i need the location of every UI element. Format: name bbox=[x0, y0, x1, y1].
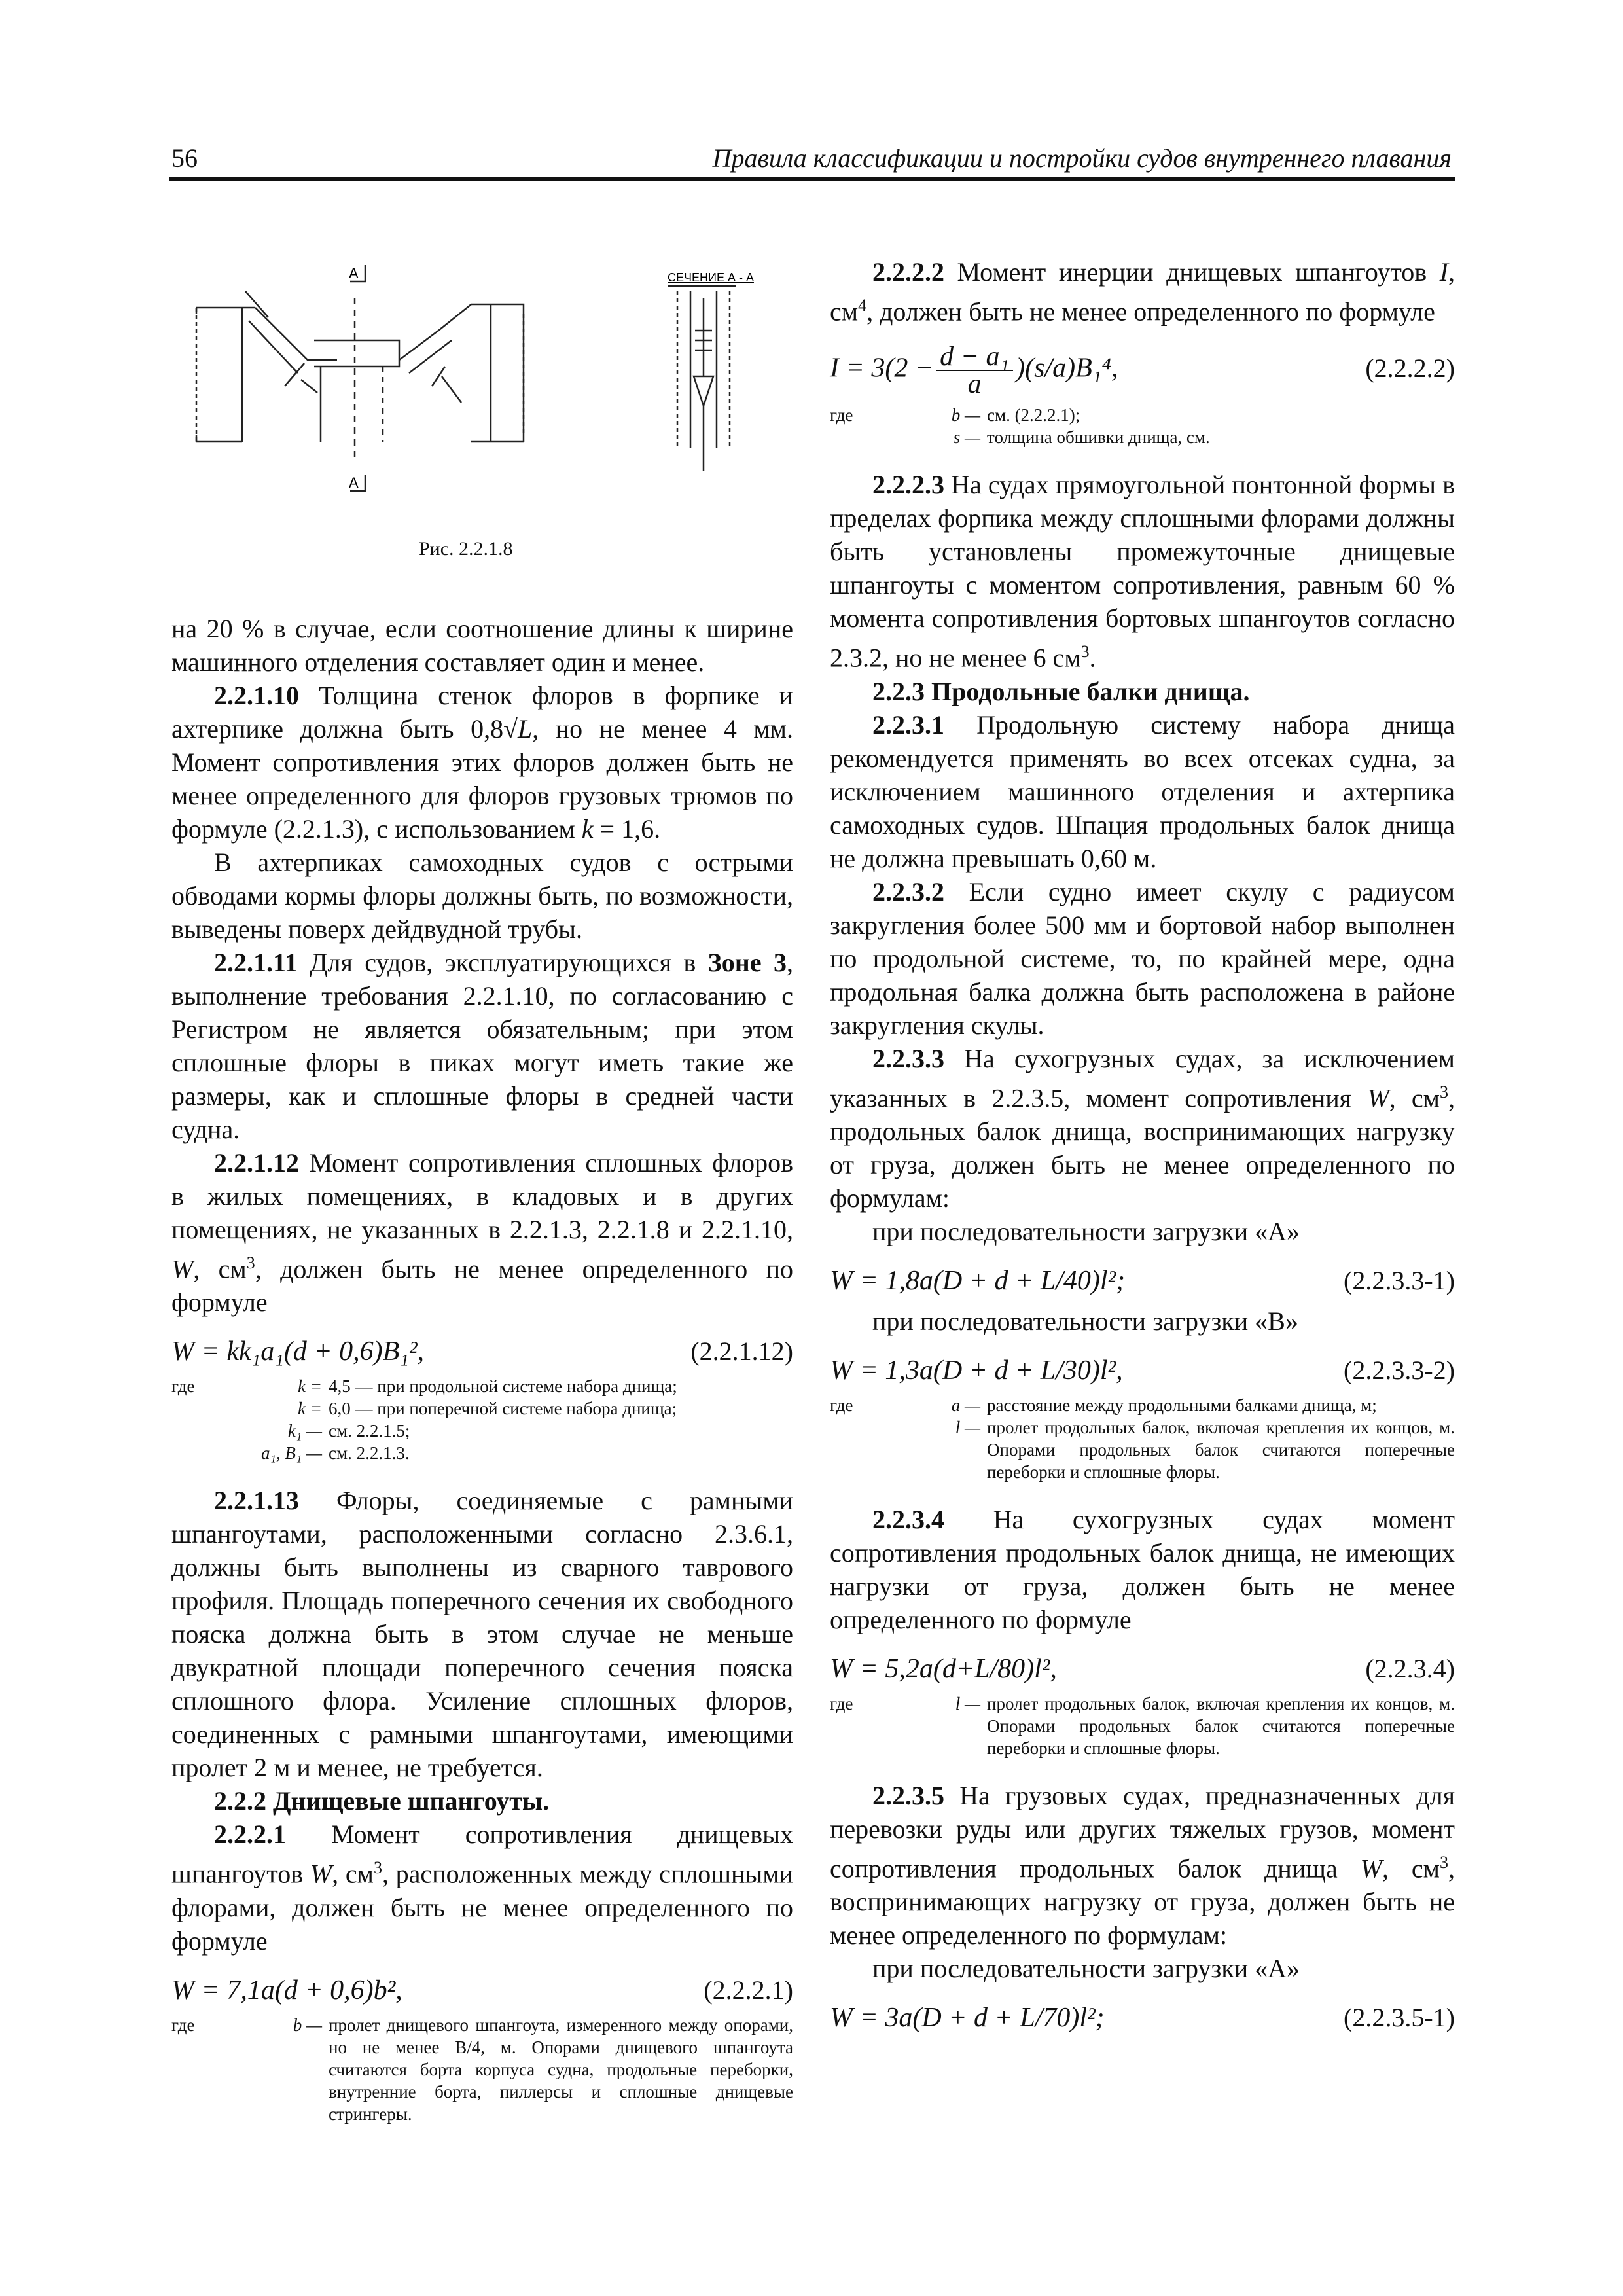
left-column bbox=[171, 612, 793, 2145]
paragraph-2-2-3-4: 2.2.3.4 На сухогрузных судах момент сопротивления продольных балок днища, не имеющих нагрузки от груза, должен быть не менее определенного по формуле bbox=[830, 1504, 1455, 1634]
paragraph-2-2-1-13: 2.2.1.13 Флоры, соединяемые с рамными шпангоутами, расположенными согласно 2.3.6.1, должны быть выполнены из сварного таврового профиля. Площадь поперечного сечения их свободного пояска должна быть в этом случае не меньше двукратной площади поперечного сечения пояска сплошного флора. Усиление сплошных флоров, соединенных с рамными шпангоутами, имеющими пролет 2 м и менее, не требуется. bbox=[171, 1486, 793, 1783]
paragraph: при последовательности загрузки «А» bbox=[872, 1216, 1300, 1246]
header-rule bbox=[169, 177, 1455, 181]
running-title: Правила классификации и постройки судов внутреннего плавания bbox=[712, 143, 1452, 173]
figure-section-label: СЕЧЕНИЕ А - А bbox=[668, 271, 754, 284]
formula-2-2-2-1: W = 7,1a(d + 0,6)b², (2.2.2.1) bbox=[171, 1975, 793, 2005]
formula-2-2-3-4: W = 5,2a(d+L/80)l², (2.2.3.4) bbox=[830, 1653, 1455, 1684]
page-number: 56 bbox=[171, 143, 198, 173]
paragraph-2-2-3-3: 2.2.3.3 На сухогрузных судах, за исключением указанных в 2.2.3.5, момент сопротивления W, $см^3$, продольных балок днища, воспринимающих нагрузку от груза, должен быть не менее определенного по формулам: bbox=[830, 1043, 1455, 1213]
right-column bbox=[830, 255, 1455, 2041]
formula-2-2-3-3-1: W = 1,8a(D + d + L/40)l²; (2.2.3.3-1) bbox=[830, 1265, 1455, 1296]
where-list: где a — расстояние между продольными балками днища, м; l — пролет продольных балок, включая крепления их концов, м. Опорами продольных балок считаются поперечные переборки и сплошные флоры. bbox=[830, 1395, 1455, 1482]
paragraph: В ахтерпиках самоходных судов с острыми обводами кормы флоры должны быть, по возможности, выведены поверх дейдвудной трубы. bbox=[171, 848, 793, 944]
paragraph-2-2-2-2: 2.2.2.2 Момент инерции днищевых шпангоутов I, $см^4$, должен быть не менее определенного по формуле bbox=[830, 257, 1455, 327]
where-list: где k = 4,5 — при продольной системе набора днища; k = 6,0 — при поперечной системе набора днища; k₁ — см. 2.2.1.5; a₁, B₁ — см. 2.2.1.3. bbox=[171, 1376, 677, 1463]
figure-mark-top: А bbox=[349, 265, 359, 281]
paragraph-2-2-2-3: 2.2.2.3 На судах прямоугольной понтонной формы в пределах форпика между сплошными флорами должны быть установлены промежуточные днищевые шпангоуты с моментом сопротивления, равным 60 % момента сопротивления бортовых шпангоутов согласно 2.3.2, но не менее 6 $см^3$. bbox=[830, 470, 1455, 673]
formula-2-2-1-12: W = kk₁a₁(d + 0,6)B₁², (2.2.1.12) bbox=[171, 1336, 793, 1367]
figure-mark-bottom: А bbox=[349, 475, 359, 491]
paragraph-2-2-1-12: 2.2.1.12 Момент сопротивления сплошных флоров в жилых помещениях, в кладовых и в других помещениях, не указанных в 2.2.1.3, 2.2.1.8 и 2.2.1.10, W, $см^3$, должен быть не менее определенного по формуле bbox=[171, 1148, 793, 1318]
formula-2-2-2-2: I = 3(2 − $\frac{\text{d − a₁}}{a}$ )(s/a)B₁⁴, (2.2.2.2) bbox=[830, 342, 1455, 400]
paragraph-2-2-1-11: 2.2.1.11 Для судов, эксплуатирующихся в Зоне 3, выполнение требования 2.2.1.10, по согласованию с Регистром не является обязательным; при этом сплошные флоры в пиках могут иметь такие же размеры, как и сплошные флоры в средней части судна. bbox=[171, 948, 793, 1144]
where-list: где b — см. (2.2.2.1); s — толщина обшивки днища, см. bbox=[830, 405, 1210, 448]
paragraph: при последовательности загрузки «В» bbox=[872, 1306, 1298, 1336]
figure-caption: Рис. 2.2.1.8 bbox=[419, 538, 513, 560]
paragraph-2-2-1-10: 2.2.1.10 Толщина стенок флоров в форпике и ахтерпике должна быть 0,8√L, но не менее 4 мм. Момент сопротивления этих флоров должен быть не менее определенного для флоров грузовых трюмов по формуле (2.2.1.3), с использованием k = 1,6. bbox=[171, 681, 793, 844]
figure-2-2-1-8 bbox=[183, 252, 785, 514]
paragraph-2-2-3-2: 2.2.3.2 Если судно имеет скулу с радиусом закругления более 500 мм и бортовой набор выполнен по продольной системе, то, по крайней мере, одна продольная балка должна быть расположена в районе закругления скулы. bbox=[830, 876, 1455, 1040]
where-list: где b — пролет днищевого шпангоута, измеренного между опорами, но не менее B/4, м. Опорами днищевого шпангоута считаются борта корпуса судна, продольные переборки, внутренние борта, пиллерсы и сплошные днищевые стрингеры. bbox=[171, 2015, 793, 2124]
section-heading-2-2-2: 2.2.2 Днищевые шпангоуты. bbox=[214, 1786, 550, 1816]
paragraph-2-2-3-5: 2.2.3.5 На грузовых судах, предназначенных для перевозки руды или других тяжелых грузов, момент сопротивления продольных балок днища W, $см^3$, воспринимающих нагрузку от груза, должен быть не менее определенного по формулам: bbox=[830, 1780, 1455, 1950]
where-list: где l — пролет продольных балок, включая крепления их концов, м. Опорами продольных балок считаются поперечные переборки и сплошные флоры. bbox=[830, 1693, 1455, 1758]
paragraph: на 20 % в случае, если соотношение длины к ширине машинного отделения составляет один и менее. bbox=[171, 614, 793, 677]
paragraph-2-2-2-1: 2.2.2.1 Момент сопротивления днищевых шпангоутов W, $см^3$, расположенных между сплошными флорами, должен быть не менее определенного по формуле bbox=[171, 1820, 793, 1956]
section-heading-2-2-3: 2.2.3 Продольные балки днища. bbox=[872, 676, 1250, 706]
paragraph: при последовательности загрузки «А» bbox=[872, 1954, 1300, 1984]
formula-2-2-3-3-2: W = 1,3a(D + d + L/30)l², (2.2.3.3-2) bbox=[830, 1355, 1455, 1386]
formula-2-2-3-5-1: W = 3a(D + d + L/70)l²; (2.2.3.5-1) bbox=[830, 2003, 1455, 2034]
paragraph-2-2-3-1: 2.2.3.1 Продольную систему набора днища рекомендуется применять во всех отсеках судна, за исключением машинного отделения и ахтерпика самоходных судов. Шпация продольных балок днища не должна превышать 0,60 м. bbox=[830, 709, 1455, 873]
